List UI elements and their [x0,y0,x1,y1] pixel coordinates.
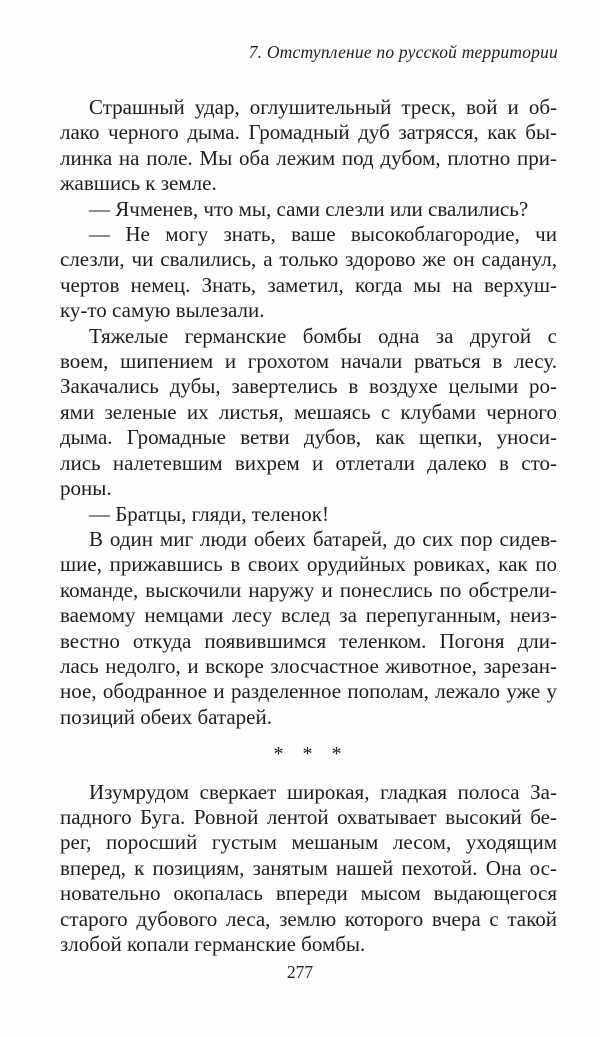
text-line: вперед, к позициям, занятым нашей пехотой. Она ос- [60,855,557,880]
text-line: злобой копали германские бомбы. [60,932,366,956]
paragraph [60,197,557,222]
text-line: ваемому немцами лесу вслед за перепуганным, неиз- [60,603,557,628]
paragraph [60,95,557,197]
page-number: 277 [286,962,314,982]
paragraph [60,502,557,527]
text-line: воем, шипением и грохотом начали рваться в лесу. [60,349,557,374]
text-line: лако черного дыма. Громадный дуб затрясся, как бы- [60,120,557,145]
section-separator: * * * [273,743,344,766]
text-line: новательно окопалась впереди мысом выдающегося [60,881,557,906]
text-line: Тяжелые германские бомбы одна за другой с [89,323,557,348]
text-line: роны. [60,476,112,501]
text-line: линка на поле. Мы оба лежим под дубом, плотно при- [60,145,557,170]
paragraph [60,527,557,730]
text-line: лись налетевшим вихрем и отлетали далеко в сто- [60,450,557,475]
text-line: слезли, чи свалились, а только здорово же он саданул, [60,247,557,272]
paragraph [60,780,557,958]
text-line: шие, прижавшись в своих орудийных ровиках, как по [60,552,557,577]
text-line: чертов немец. Знать, заметил, когда мы на верхуш- [60,272,557,297]
text-line: вестно откуда появившимся теленком. Погоня дли- [60,628,557,653]
text-line: Страшный удар, оглушительный треск, вой и об- [89,95,557,119]
text-line: рег, поросший густым мешаным лесом, уходящим [60,830,557,855]
text-body [60,95,557,957]
text-line: позиций обеих батарей. [60,704,272,729]
text-line: Изумрудом сверкает широкая, гладкая полоса За- [89,779,557,804]
text-line: падного Буга. Ровной лентой охватывает высокий бе- [60,804,557,829]
text-line: дыма. Громадные ветви дубов, как щепки, уноси- [60,425,557,450]
paragraph [60,324,557,502]
text-line: ное, ободранное и разделенное пополам, лежало уже у [60,679,557,704]
text-line: жавшись к земле. [60,171,217,196]
text-line: лась недолго, и вскоре злосчастное животное, зарезан- [60,653,557,678]
text-line: Закачались дубы, завертелись в воздухе целыми ро- [60,374,557,399]
text-line: В один миг люди обеих батарей, до сих пор сидев- [89,526,557,551]
text-line: команде, выскочили наружу и понеслись по обстрели- [60,577,557,602]
text-line: — Не могу знать, ваше высокоблагородие, чи [89,222,557,247]
paragraph [60,222,557,324]
text-line: старого дубового леса, землю которого вчера с такой [60,906,557,931]
running-header: 7. Отступление по русской территории [248,42,558,62]
text-line: ку-то самую вылезали. [60,298,265,323]
text-line: ями зеленые их листья, мешаясь с клубами черного [60,399,557,424]
text-line: — Ячменев, что мы, сами слезли или свалились? [89,196,529,221]
text-line: — Братцы, гляди, теленок! [89,501,329,526]
